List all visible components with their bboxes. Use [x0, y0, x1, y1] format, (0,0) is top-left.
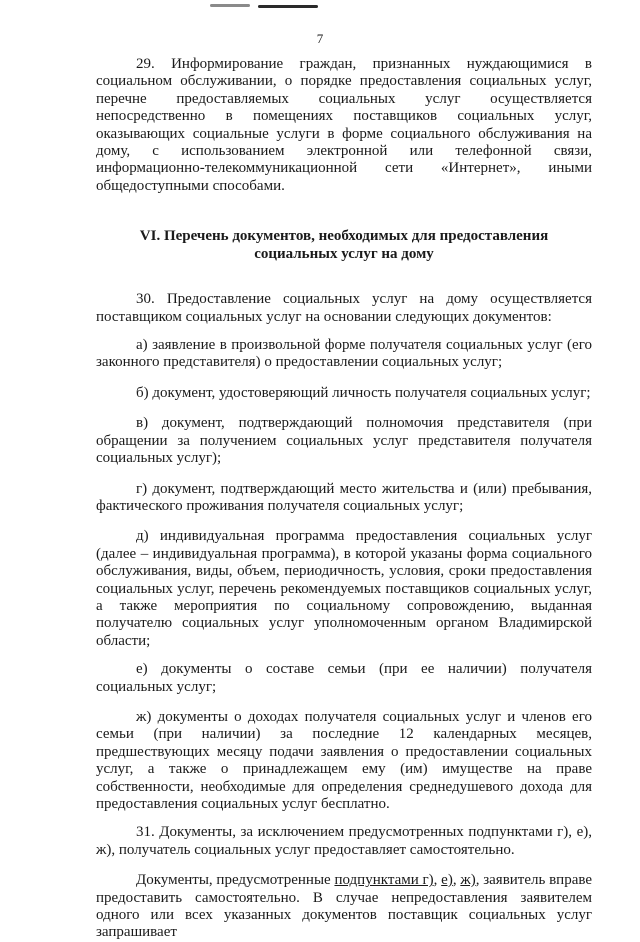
- paragraph-31: 31. Документы, за исключением предусмотренных подпунктами г), е), ж), получатель социальных услуг предоставляет самостоятельно.: [96, 824, 592, 858]
- link-subitem-zh[interactable]: ж): [460, 872, 476, 889]
- paragraph-29: 29. Информирование граждан, признанных нуждающимися в социальном обслуживании, о порядке предоставления социальных услуг, перечне предоставляемых социальных услуг осуществляется непосредственно в помещениях поставщиков социальных услуг, оказывающих социальные услуги в форме социального обслуживания на дому, с использованием электронной или телефонной связи, информационно-телекоммуникационной сети «Интернет», иными общедоступными способами.: [96, 56, 592, 194]
- list-item-b: б) документ, удостоверяющий личность получателя социальных услуг;: [136, 384, 591, 401]
- document-body: [96, 56, 592, 942]
- list-item-a: а) заявление в произвольной форме получателя социальных услуг (его законного представителя) о предоставлении социальных услуг;: [96, 337, 592, 371]
- page-number: 7: [316, 31, 324, 46]
- list-item-e: е) документы о составе семьи (при ее наличии) получателя социальных услуг;: [96, 661, 592, 695]
- scan-edge-mark-left: [210, 4, 250, 7]
- link-subitem-e[interactable]: е): [441, 872, 453, 889]
- link-subitem-g[interactable]: подпунктами г): [334, 872, 434, 889]
- text-after-links: , заявитель вправе предоставить самостоятельно. В случае непредоставления заявителем одного или всех указанных документов поставщик социальных услуг запрашивает: [96, 872, 593, 941]
- paragraph-documents-self: [96, 872, 592, 942]
- list-item-d: д) индивидуальная программа предоставления социальных услуг (далее – индивидуальная программа), в которой указаны форма социального обслуживания, виды, объем, периодичность, условия, сроки предоставления социальных услуг, перечень рекомендуемых поставщиков социальных услуг, а также мероприятия по социальному сопровождению, выданная получателю социальных услуг уполномоченным органом Владимирской области;: [96, 528, 592, 649]
- scan-edge-mark-right: [258, 5, 318, 8]
- list-item-v: в) документ, подтверждающий полномочия представителя (при обращении за получением социальных услуг представителя получателя социальных услуг);: [96, 415, 592, 467]
- section-heading: VI. Перечень документов, необходимых для предоставления социальных услуг на дому: [139, 228, 549, 263]
- separator-1: ,: [433, 872, 442, 889]
- text-before-links: Документы, предусмотренные: [136, 872, 335, 889]
- list-item-g: г) документ, подтверждающий место жительства и (или) пребывания, фактического проживания получателя социальных услуг;: [96, 480, 592, 514]
- separator-2: ,: [452, 872, 461, 889]
- paragraph-30: 30. Предоставление социальных услуг на дому осуществляется поставщиком социальных услуг на основании следующих документов:: [96, 291, 592, 325]
- list-item-zh: ж) документы о доходах получателя социальных услуг и членов его семьи (при наличии) за последние 12 календарных месяцев, предшествующих месяцу подачи заявления о предоставлении социальных услуг, а также о принадлежащем ему (им) имуществе на праве собственности, необходимые для определения среднедушевого дохода для предоставления социальных услуг бесплатно.: [96, 708, 592, 812]
